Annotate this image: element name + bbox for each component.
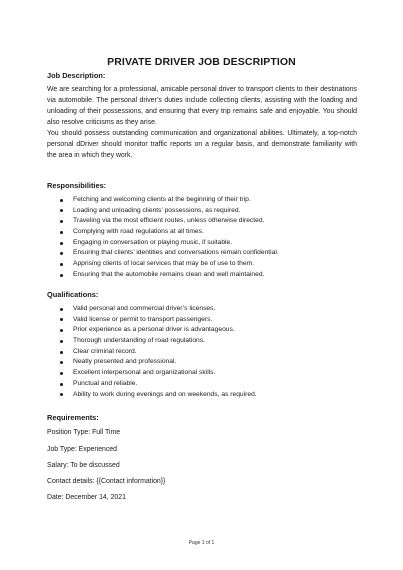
page-number: Page 1 of 1: [188, 540, 215, 546]
list-item: [47, 259, 279, 270]
list-item: [47, 347, 257, 358]
requirements-heading: Requirements:: [47, 413, 99, 422]
list-item: [47, 336, 257, 347]
list-item: [47, 357, 257, 368]
list-item: [47, 248, 279, 259]
list-item-text: Ensuring that the automobile remains clean and well maintained.: [73, 270, 265, 278]
list-item: [47, 206, 279, 217]
list-item: [47, 325, 257, 336]
bullet-icon: [60, 199, 63, 202]
bullet-icon: [60, 318, 63, 321]
bullet-icon: [60, 209, 63, 212]
bullet-icon: [60, 372, 63, 375]
job-description-paragraph-2: [47, 128, 357, 161]
list-item-text: Fetching and welcoming clients at the beginning of their trip.: [73, 196, 251, 203]
list-item: [47, 216, 279, 227]
contact-details-line: Contact details: {{Contact information}}: [47, 478, 166, 485]
list-item: [47, 304, 257, 315]
list-item-text: Clear criminal record.: [73, 347, 137, 355]
list-item: [47, 195, 279, 206]
document-title: PRIVATE DRIVER JOB DESCRIPTION: [107, 56, 296, 68]
bullet-icon: [60, 308, 63, 311]
list-item-text: Excellent interpersonal and organizational skills.: [73, 369, 216, 377]
list-item-text: Engaging in conversation or playing music, if suitable.: [73, 238, 233, 246]
paragraph-line: You should possess outstanding communication and organizational abilities. Ultimately, a top-notch: [47, 130, 357, 137]
list-item: [47, 368, 257, 379]
paragraph-line: via automobile. The personal driver’s duties include collecting clients, assisting with the loading and: [47, 97, 357, 104]
paragraph-line: also resolve criticisms as they arise.: [47, 119, 157, 126]
bullet-icon: [60, 231, 63, 234]
qualifications-list: [47, 304, 257, 400]
list-item: [47, 227, 279, 238]
job-description-paragraph-1: [47, 84, 357, 128]
job-description-heading: Job Description:: [47, 71, 106, 80]
list-item-text: Neatly presented and professional.: [73, 358, 177, 366]
responsibilities-list: [47, 195, 279, 281]
list-item: [47, 390, 257, 401]
job-type-line: Job Type: Experienced: [47, 446, 117, 453]
bullet-icon: [60, 340, 63, 343]
list-item: [47, 315, 257, 326]
bullet-icon: [60, 220, 63, 223]
bullet-icon: [60, 351, 63, 354]
bullet-icon: [60, 383, 63, 386]
list-item-text: Thorough understanding of road regulations.: [73, 337, 205, 345]
list-item-text: Apprising clients of local services that may be of use to them.: [73, 260, 255, 268]
date-line: Date: December 14, 2021: [47, 494, 126, 501]
bullet-icon: [60, 393, 63, 396]
paragraph-line: the area in which they work.: [47, 152, 133, 159]
bullet-icon: [60, 263, 63, 266]
bullet-icon: [60, 329, 63, 332]
bullet-icon: [60, 274, 63, 277]
list-item-text: Ensuring that clients’ identities and conversations remain confidential.: [73, 249, 279, 257]
list-item: [47, 238, 279, 249]
list-item-text: Valid license or permit to transport passengers.: [73, 315, 213, 323]
qualifications-heading: Qualifications:: [47, 290, 99, 299]
list-item-text: Loading and unloading clients’ possessions, as required.: [73, 206, 241, 214]
list-item: [47, 379, 257, 390]
list-item-text: Ability to work during evenings and on weekends, as required.: [73, 390, 257, 398]
bullet-icon: [60, 242, 63, 245]
list-item-text: Complying with road regulations at all times.: [73, 228, 204, 236]
list-item-text: Punctual and reliable.: [73, 379, 138, 387]
responsibilities-heading: Responsibilities:: [47, 181, 107, 190]
list-item: [47, 270, 279, 281]
paragraph-line: unloading of their possessions, and ensuring that every trip remains safe and enjoyable. You should: [47, 108, 357, 115]
position-type-line: Position Type: Full Time: [47, 429, 121, 436]
bullet-icon: [60, 252, 63, 255]
list-item-text: Prior experience as a personal driver is advantageous.: [73, 326, 235, 334]
salary-line: Salary: To be discussed: [47, 462, 120, 469]
list-item-text: Valid personal and commercial driver’s licenses.: [73, 305, 216, 312]
list-item-text: Traveling via the most efficient routes, unless otherwise directed.: [73, 217, 265, 225]
paragraph-line: personal dDriver should monitor traffic reports on a regular basis, and demonstrate familiarity with: [47, 141, 357, 148]
bullet-icon: [60, 361, 63, 364]
paragraph-line: We are searching for a professional, amicable personal driver to transport clients to their destinations: [47, 86, 357, 93]
